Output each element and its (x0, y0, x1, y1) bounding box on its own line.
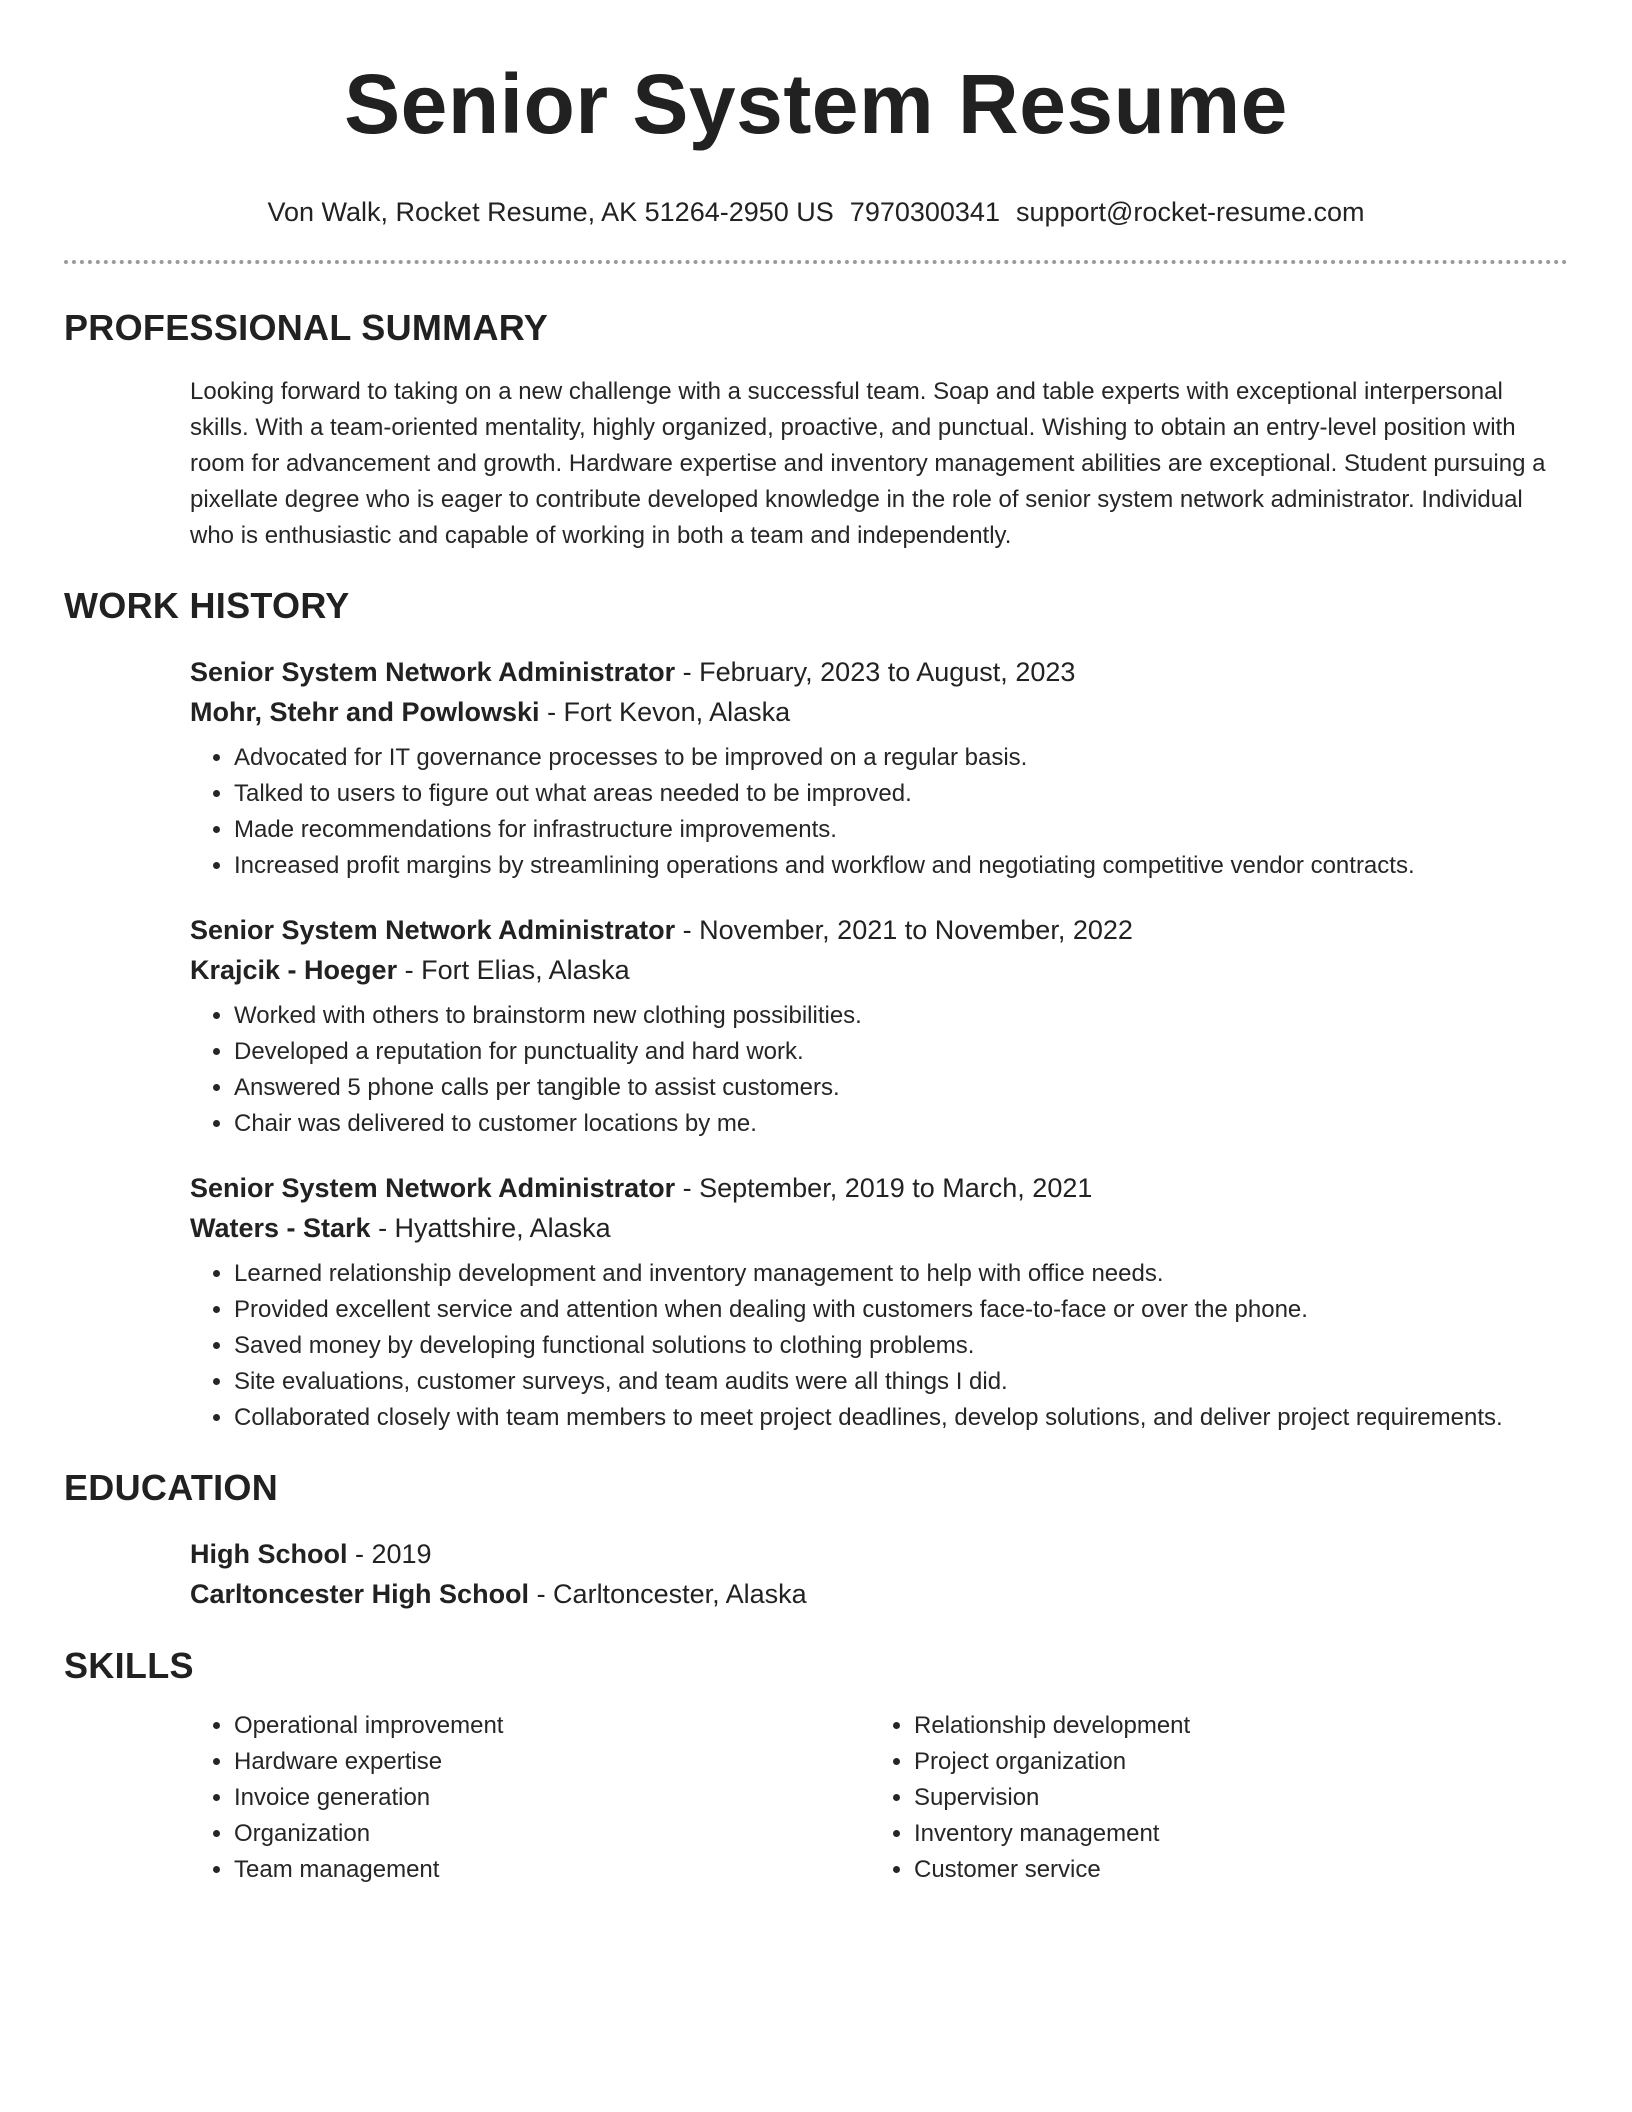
skill-item: • Project organization (914, 1744, 1550, 1780)
skills-column-left (190, 1708, 870, 1888)
skill-item: • Inventory management (914, 1816, 1550, 1852)
contact-address: Von Walk, Rocket Resume, AK 51264-2950 US (267, 197, 834, 227)
contact-phone: 7970300341 (849, 197, 1000, 227)
job-role: Senior System Network Administrator (190, 1173, 676, 1203)
job-bullet: • Collaborated closely with team members to meet project deadlines, develop solutions, and deliver project requirements. (234, 1400, 1568, 1436)
job-company-line (190, 692, 1568, 732)
education-degree: High School (190, 1539, 348, 1569)
job-company: Waters - Stark (190, 1213, 371, 1243)
summary-text: Looking forward to taking on a new challenge with a successful team. Soap and table experts with exceptional interpersonal skills. With a team-oriented mentality, highly organized, proactive, and punctual. Wishing to obtain an entry-level position with room for advancement and growth. Hardware expertise and inventory management abilities are exceptional. Student pursuing a pixellate degree who is eager to contribute developed knowledge in the role of senior system network administrator. Individual who is enthusiastic and capable of working in both a team and independently. (190, 378, 1546, 549)
education-year: - 2019 (347, 1539, 432, 1569)
job-entry (190, 1168, 1568, 1436)
job-title-line (190, 1168, 1568, 1208)
section-title-education: EDUCATION (64, 1467, 279, 1508)
section-title-summary: PROFESSIONAL SUMMARY (64, 307, 549, 348)
skill-item: • Invoice generation (234, 1780, 870, 1816)
skills-grid (190, 1708, 1568, 1888)
job-location: - Fort Kevon, Alaska (539, 697, 791, 727)
skills-column-right (870, 1708, 1550, 1888)
header-divider (64, 260, 1568, 264)
job-title-line (190, 652, 1568, 692)
education-school-line (190, 1574, 1568, 1614)
contact-line (64, 194, 1568, 230)
job-entry (190, 652, 1568, 884)
skill-item: • Operational improvement (234, 1708, 870, 1744)
job-dates: - November, 2021 to November, 2022 (675, 915, 1133, 945)
job-bullets (190, 1256, 1568, 1436)
skills-list (870, 1708, 1550, 1888)
education-degree-line (190, 1534, 1568, 1574)
job-dates: - February, 2023 to August, 2023 (675, 657, 1076, 687)
job-dates: - September, 2019 to March, 2021 (675, 1173, 1093, 1203)
skills-list (190, 1708, 870, 1888)
resume-name: Senior System Resume (344, 57, 1288, 151)
job-location: - Hyattshire, Alaska (370, 1213, 611, 1243)
skill-item: • Relationship development (914, 1708, 1550, 1744)
job-bullets (190, 740, 1568, 884)
job-company: Mohr, Stehr and Powlowski (190, 697, 540, 727)
job-entry (190, 910, 1568, 1142)
job-bullet: • Chair was delivered to customer locations by me. (234, 1106, 1568, 1142)
job-bullet: • Talked to users to figure out what areas needed to be improved. (234, 776, 1568, 812)
education-entry (190, 1534, 1568, 1614)
job-bullet: • Provided excellent service and attention when dealing with customers face-to-face or over the phone. (234, 1292, 1568, 1328)
job-location: - Fort Elias, Alaska (397, 955, 630, 985)
skill-item: • Customer service (914, 1852, 1550, 1888)
job-bullets (190, 998, 1568, 1142)
section-title-work-history: WORK HISTORY (64, 585, 350, 626)
job-bullet: • Made recommendations for infrastructure improvements. (234, 812, 1568, 848)
job-role: Senior System Network Administrator (190, 657, 676, 687)
job-bullet: • Answered 5 phone calls per tangible to assist customers. (234, 1070, 1568, 1106)
education-school: Carltoncester High School (190, 1579, 530, 1609)
job-bullet: • Site evaluations, customer surveys, and team audits were all things I did. (234, 1364, 1568, 1400)
skill-item: • Hardware expertise (234, 1744, 870, 1780)
job-company-line (190, 950, 1568, 990)
job-bullet: • Advocated for IT governance processes to be improved on a regular basis. (234, 740, 1568, 776)
job-title-line (190, 910, 1568, 950)
job-bullet: • Learned relationship development and inventory management to help with office needs. (234, 1256, 1568, 1292)
job-company-line (190, 1208, 1568, 1248)
section-title-skills: SKILLS (64, 1645, 194, 1686)
skill-item: • Supervision (914, 1780, 1550, 1816)
job-role: Senior System Network Administrator (190, 915, 676, 945)
job-bullet: • Increased profit margins by streamlining operations and workflow and negotiating competitive vendor contracts. (234, 848, 1568, 884)
job-bullet: • Worked with others to brainstorm new clothing possibilities. (234, 998, 1568, 1034)
contact-email: support@rocket-resume.com (1015, 197, 1365, 227)
job-bullet: • Saved money by developing functional solutions to clothing problems. (234, 1328, 1568, 1364)
education-location: - Carltoncester, Alaska (529, 1579, 807, 1609)
skill-item: • Team management (234, 1852, 870, 1888)
job-bullet: • Developed a reputation for punctuality and hard work. (234, 1034, 1568, 1070)
job-company: Krajcik - Hoeger (190, 955, 398, 985)
skill-item: • Organization (234, 1816, 870, 1852)
